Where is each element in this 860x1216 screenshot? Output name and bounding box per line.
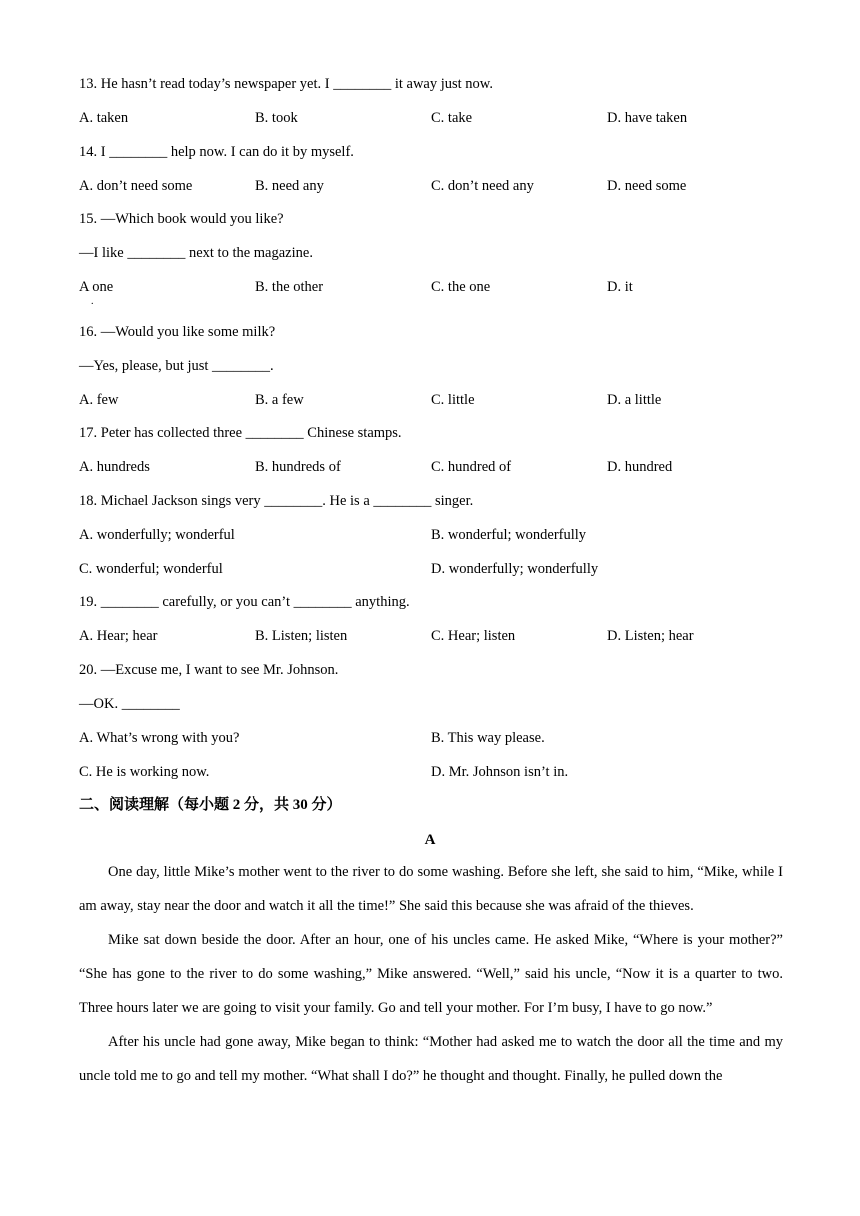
- question-18-options-row1: [79, 526, 799, 544]
- option-c: C. don’t need any: [431, 178, 534, 194]
- question-20-stem-reply: —OK. ________: [79, 696, 180, 712]
- question-14-options: [79, 177, 799, 195]
- question-19-options: [79, 627, 799, 645]
- option-d: D. need some: [607, 178, 687, 194]
- passage-paragraph: One day, little Mike’s mother went to the river to do some washing. Before she left, she said to him, “Mike, while I am away, stay near the door and watch it all the time!” She said this because she was afraid of the thieves.: [79, 864, 783, 914]
- option-c: C. hundred of: [431, 459, 512, 475]
- question-15-stem-reply: —I like ________ next to the magazine.: [79, 245, 313, 261]
- option-a: A. taken: [79, 110, 129, 126]
- option-b: B. a few: [255, 392, 304, 408]
- question-18-stem: 18. Michael Jackson sings very ________. He is a ________ singer.: [79, 493, 474, 509]
- option-a: A. don’t need some: [79, 178, 193, 194]
- option-d: D. it: [607, 279, 633, 295]
- question-17-options: [79, 458, 799, 476]
- option-c: C. He is working now.: [79, 764, 210, 780]
- option-b: B. hundreds of: [255, 459, 341, 475]
- option-d: D. a little: [607, 392, 662, 408]
- option-c: C. take: [431, 110, 473, 126]
- question-20-options-row2: [79, 763, 799, 781]
- question-16-stem-reply: —Yes, please, but just ________.: [79, 358, 274, 374]
- option-b: B. need any: [255, 178, 324, 194]
- question-15-stem: 15. —Which book would you like?: [79, 211, 284, 227]
- option-b: B. wonderful; wonderfully: [431, 527, 587, 543]
- question-19-stem: 19. ________ carefully, or you can’t ________ anything.: [79, 594, 410, 610]
- passage-paragraph: After his uncle had gone away, Mike began to think: “Mother had asked me to watch the door all the time and my uncle told me to go and tell my mother. “What shall I do?” he thought and thought. Finally, he pulled down the: [79, 1034, 783, 1084]
- question-16-stem: 16. —Would you like some milk?: [79, 324, 276, 340]
- option-a: A one: [79, 279, 114, 295]
- option-b: B. the other: [255, 279, 324, 295]
- option-a: A. hundreds: [79, 459, 150, 475]
- question-13-options: [79, 109, 799, 127]
- option-d: D. hundred: [607, 459, 673, 475]
- reading-passage: [79, 855, 783, 1093]
- question-14-stem: 14. I ________ help now. I can do it by myself.: [79, 144, 354, 160]
- question-15-options: [79, 278, 799, 296]
- question-20-stem: 20. —Excuse me, I want to see Mr. Johnson.: [79, 662, 339, 678]
- option-b: B. took: [255, 110, 298, 126]
- option-c: C. Hear; listen: [431, 628, 516, 644]
- option-a: A. wonderfully; wonderful: [79, 527, 235, 543]
- option-d: D. wonderfully; wonderfully: [431, 561, 599, 577]
- option-c: C. the one: [431, 279, 491, 295]
- option-a-dot-mark: .: [91, 296, 94, 307]
- question-18-options-row2: [79, 560, 799, 578]
- passage-label: A: [424, 832, 436, 848]
- option-a: A. few: [79, 392, 119, 408]
- option-c: C. wonderful; wonderful: [79, 561, 223, 577]
- option-c: C. little: [431, 392, 475, 408]
- option-b: B. This way please.: [431, 730, 545, 746]
- option-a: A. What’s wrong with you?: [79, 730, 240, 746]
- question-13-stem: 13. He hasn’t read today’s newspaper yet. I ________ it away just now.: [79, 76, 493, 92]
- option-d: D. have taken: [607, 110, 688, 126]
- question-16-options: [79, 391, 799, 409]
- option-b: B. Listen; listen: [255, 628, 348, 644]
- option-a: A. Hear; hear: [79, 628, 158, 644]
- question-20-options-row1: [79, 729, 799, 747]
- option-d: D. Mr. Johnson isn’t in.: [431, 764, 569, 780]
- section-heading: 二、阅读理解（每小题 2 分，共 30 分）: [79, 797, 342, 813]
- question-17-stem: 17. Peter has collected three ________ Chinese stamps.: [79, 425, 402, 441]
- passage-paragraph: Mike sat down beside the door. After an hour, one of his uncles came. He asked Mike, “Where is your mother?” “She has gone to the river to do some washing,” Mike answered. “Well,” said his uncle, “Now it is a quarter to two. Three hours later we are going to visit your family. Go and tell your mother. For I’m busy, I have to go now.”: [79, 932, 783, 1016]
- option-d: D. Listen; hear: [607, 628, 694, 644]
